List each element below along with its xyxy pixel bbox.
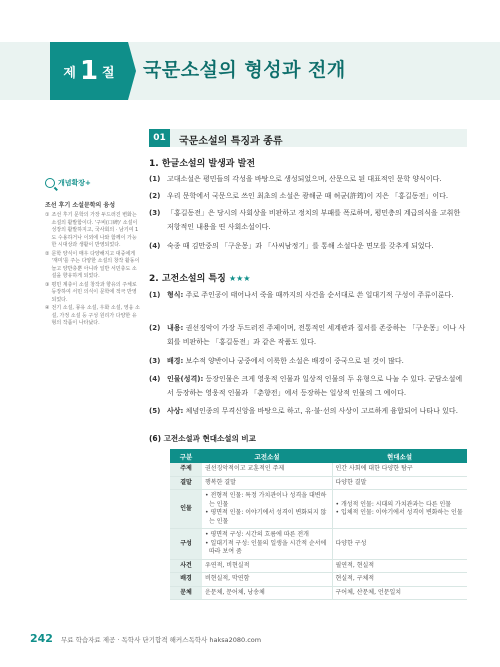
table-header-category: 구분 [170,449,202,463]
table-row [170,463,467,476]
part1-item [149,240,467,254]
modern-cell-line: 다양한 결말 [335,478,367,486]
classic-cell [202,490,332,529]
classic-cell-list [205,479,329,488]
item-number: (1) [149,175,161,183]
item-text: 고대소설은 평민들의 각성을 바탕으로 생성되었으며, 산문으로 된 대표적인 문학 양식이다. [167,175,442,183]
part1-item [149,190,467,204]
comparison-heading: (6) 고전소설과 현대소설의 비교 [149,434,256,443]
table-row [170,573,467,587]
classic-cell-line: • 전형적 인물: 특정 가치관이나 성격을 대변하는 인물 [205,492,327,508]
classic-cell-list [205,589,329,598]
sidebar-item [45,251,141,281]
chapter-prefix: 제 [63,65,76,81]
classic-cell-list [205,562,329,571]
table-header-row [170,449,467,463]
item-text: 「홍길동전」은 당시의 사회상을 비판하고 정치의 부패를 폭로하며, 평민층의 계급의식을 고취한 저항적인 내용을 띤 사회소설이다. [167,209,461,231]
chapter-arrow-icon [128,42,136,100]
item-text: 우리 문학에서 국문으로 쓰인 최초의 소설은 광해군 때 허균(許筠)이 지은 「홍길동전」이다. [167,192,449,200]
sidebar-item [45,282,141,305]
row-label: 인물 [170,490,202,529]
modern-cell-list [336,575,465,584]
section-title: 국문소설의 특징과 종류 [179,136,283,147]
classic-cell-line: 운문체, 문어체, 낭송체 [205,588,265,596]
item-text: 보수적 양반이나 궁중에서 이룩한 소설은 배경이 중국으로 된 것이 많다. [185,357,404,365]
row-label: 문체 [170,586,202,600]
sidebar-item-number: ④ [45,305,50,311]
part2-heading [149,271,250,284]
sidebar-note [45,173,141,329]
part2-item [149,289,467,303]
modern-cell-list [336,589,465,598]
modern-cell-line: 필연적, 현실적 [335,561,375,569]
sidebar-item [45,305,141,328]
modern-cell-list [336,465,465,474]
sidebar-item-text: 평민 계층이 소설 창작과 향유의 주체로 등장하여 서민 의식이 문학에 적극 반영되었다. [51,281,137,303]
modern-cell [332,490,467,529]
row-label: 주제 [170,463,202,476]
item-label: 배경: [167,357,184,365]
page-title: 국문소설의 형성과 전개 [143,59,346,81]
classic-cell-line: 행복한 결말 [205,478,236,486]
magnifier-icon [45,178,55,188]
sidebar-item-text: 조선 후기 문학의 가장 두드러진 변화는 소설의 활발함이다. '구비(口碑)' 소설이 성장의 활발하지고, 국사회의 · 남기여 1도 수용하거나 이외에 나와 함께이 가능한 시대상과 생활이 반영되었다. [51,212,139,248]
part1-item [149,173,467,187]
part1-heading: 1. 한글소설의 발생과 발전 [149,159,256,169]
classic-cell [202,573,332,587]
chapter-badge [50,42,128,100]
item-number: (4) [149,242,161,250]
item-body [167,373,467,400]
sidebar-item [45,212,141,250]
item-label: 내용: [167,324,184,332]
table-row [170,476,467,490]
item-number: (5) [149,407,161,415]
sidebar-item-number: ① [45,212,50,218]
classic-cell [202,586,332,600]
table-row [170,529,467,560]
classic-cell-list [205,531,329,557]
part2-item [149,322,467,349]
part2-heading-text: 2. 고전소설의 특징 [149,274,226,284]
page-number: 242 [30,632,53,645]
item-body [167,405,467,419]
item-body [167,322,467,349]
classic-cell-line: • 일대기적 구성: 인물의 일생을 시간적 순서에 따라 보여 줌 [205,539,327,555]
item-label: 사상: [167,407,184,415]
classic-cell-line: • 평면적 인물: 이야기에서 성격이 변화되지 않는 인물 [205,509,327,525]
modern-cell-line: • 입체적 인물: 이야기에서 성격이 변화하는 인물 [335,509,463,516]
item-number: (3) [149,357,161,365]
modern-cell-line: • 개성적 인물: 시대의 가치관과는 다른 인물 [335,500,452,508]
chapter-number: 1 [79,56,99,86]
part2-item [149,405,467,419]
modern-cell [332,476,467,490]
classic-cell [202,476,332,490]
sidebar-title: 조선 후기 소설문학의 융성 [45,202,116,209]
modern-cell [332,586,467,600]
sidebar-item-text: 문학 양식이 매우 다양해지고 대중에게 '재미'를 주는 다양한 소설의 창작 활동이 늘고 양반층뿐 아니라 일반 서민층도 소설을 향유하게 되었다. [51,250,140,279]
concept-badge [45,178,91,188]
classic-cell-line: • 평면적 구성: 시간의 흐름에 따른 전개 [205,531,309,538]
modern-cell-line: 현실적, 구체적 [335,575,375,582]
importance-stars-icon: ★★★ [228,274,251,283]
table-header-modern: 현대소설 [332,449,467,463]
row-label: 배경 [170,573,202,587]
modern-cell-line: 구어체, 산문체, 언문일치 [335,588,402,596]
classic-cell-list [205,465,329,474]
footer-text: 무료 학습자료 제공 · 독학사 단기합격 해커스독학사 haksa2080.com [60,636,262,644]
item-number: (2) [149,192,161,200]
classic-cell-line: 비현실적, 막연함 [205,575,250,582]
modern-cell [332,463,467,476]
modern-cell-list [336,562,465,571]
part2-item [149,355,467,369]
item-number: (4) [149,375,161,383]
item-label: 인물(성격): [167,375,204,383]
row-label: 구성 [170,529,202,560]
sidebar-list [45,212,141,328]
modern-cell [332,559,467,573]
modern-cell-list [336,540,465,549]
item-body [167,289,467,303]
comparison-table [170,449,467,600]
sidebar-item-text: 전기 소설, 몽유 소설, 우화 소설, 영웅 소설, 가정 소설 등 구성 원리가 다양한 유형의 작품이 나타났다. [51,305,140,326]
section-header [149,129,467,147]
classic-cell-line: 권선징악적이고 교훈적인 주제 [205,465,285,472]
table-row [170,586,467,600]
table-row [170,559,467,573]
item-text: 주로 주인공이 태어나서 죽을 때까지의 사건을 순서대로 쓴 일대기적 구성이 주류이룬다. [185,291,454,299]
item-text: 체념인종의 무격신앙을 바탕으로 하고, 유·불·선의 사상이 고르하게 융합되어 나타나 있다. [185,407,458,415]
part2-item [149,373,467,400]
item-number: (3) [149,209,161,217]
concept-badge-label: 개념확장+ [58,179,91,187]
modern-cell-line: 다양한 구성 [335,539,367,547]
section-number: 01 [149,129,170,147]
table-body [170,463,467,600]
classic-cell [202,529,332,560]
item-text: 숙종 때 김만중의 「구운몽」과 「사씨남정기」를 통해 소설다운 면모를 갖추게 되었다. [167,242,434,250]
classic-cell-list [205,492,329,526]
modern-cell-line: 인간 사회에 대한 다양한 탐구 [335,465,413,472]
item-body [167,355,467,369]
row-label: 사건 [170,559,202,573]
classic-cell-line: 우연적, 비현실적 [205,561,250,569]
item-number: (2) [149,324,161,332]
item-number: (1) [149,291,161,299]
item-label: 형식: [167,291,184,299]
sidebar-item-number: ③ [45,281,50,288]
modern-cell [332,573,467,587]
table-row [170,490,467,529]
classic-cell [202,559,332,573]
chapter-header [0,42,500,100]
page-footer [30,632,261,645]
part1-item [149,207,467,234]
row-label: 결말 [170,476,202,490]
classic-cell-list [205,575,329,584]
chapter-suffix: 절 [102,65,115,81]
item-text: 권선징악이 가장 두드러진 주제이며, 전통적인 세계관과 질서를 존중하는 「구운몽」이나 사회를 비판하는 「홍길동전」과 같은 작품도 있다. [167,324,466,346]
sidebar-item-number: ② [45,250,50,257]
item-text: 등장인물은 크게 영웅적 인물과 일상적 인물의 두 유형으로 나눌 수 있다. 군담소설에서 등장하는 영웅적 인물과 「춘향전」에서 등장하는 일상적 인물의 그 예이다. [167,375,463,397]
table-header-classic: 고전소설 [202,449,332,463]
classic-cell [202,463,332,476]
modern-cell [332,529,467,560]
modern-cell-list [336,501,465,518]
modern-cell-list [336,479,465,488]
